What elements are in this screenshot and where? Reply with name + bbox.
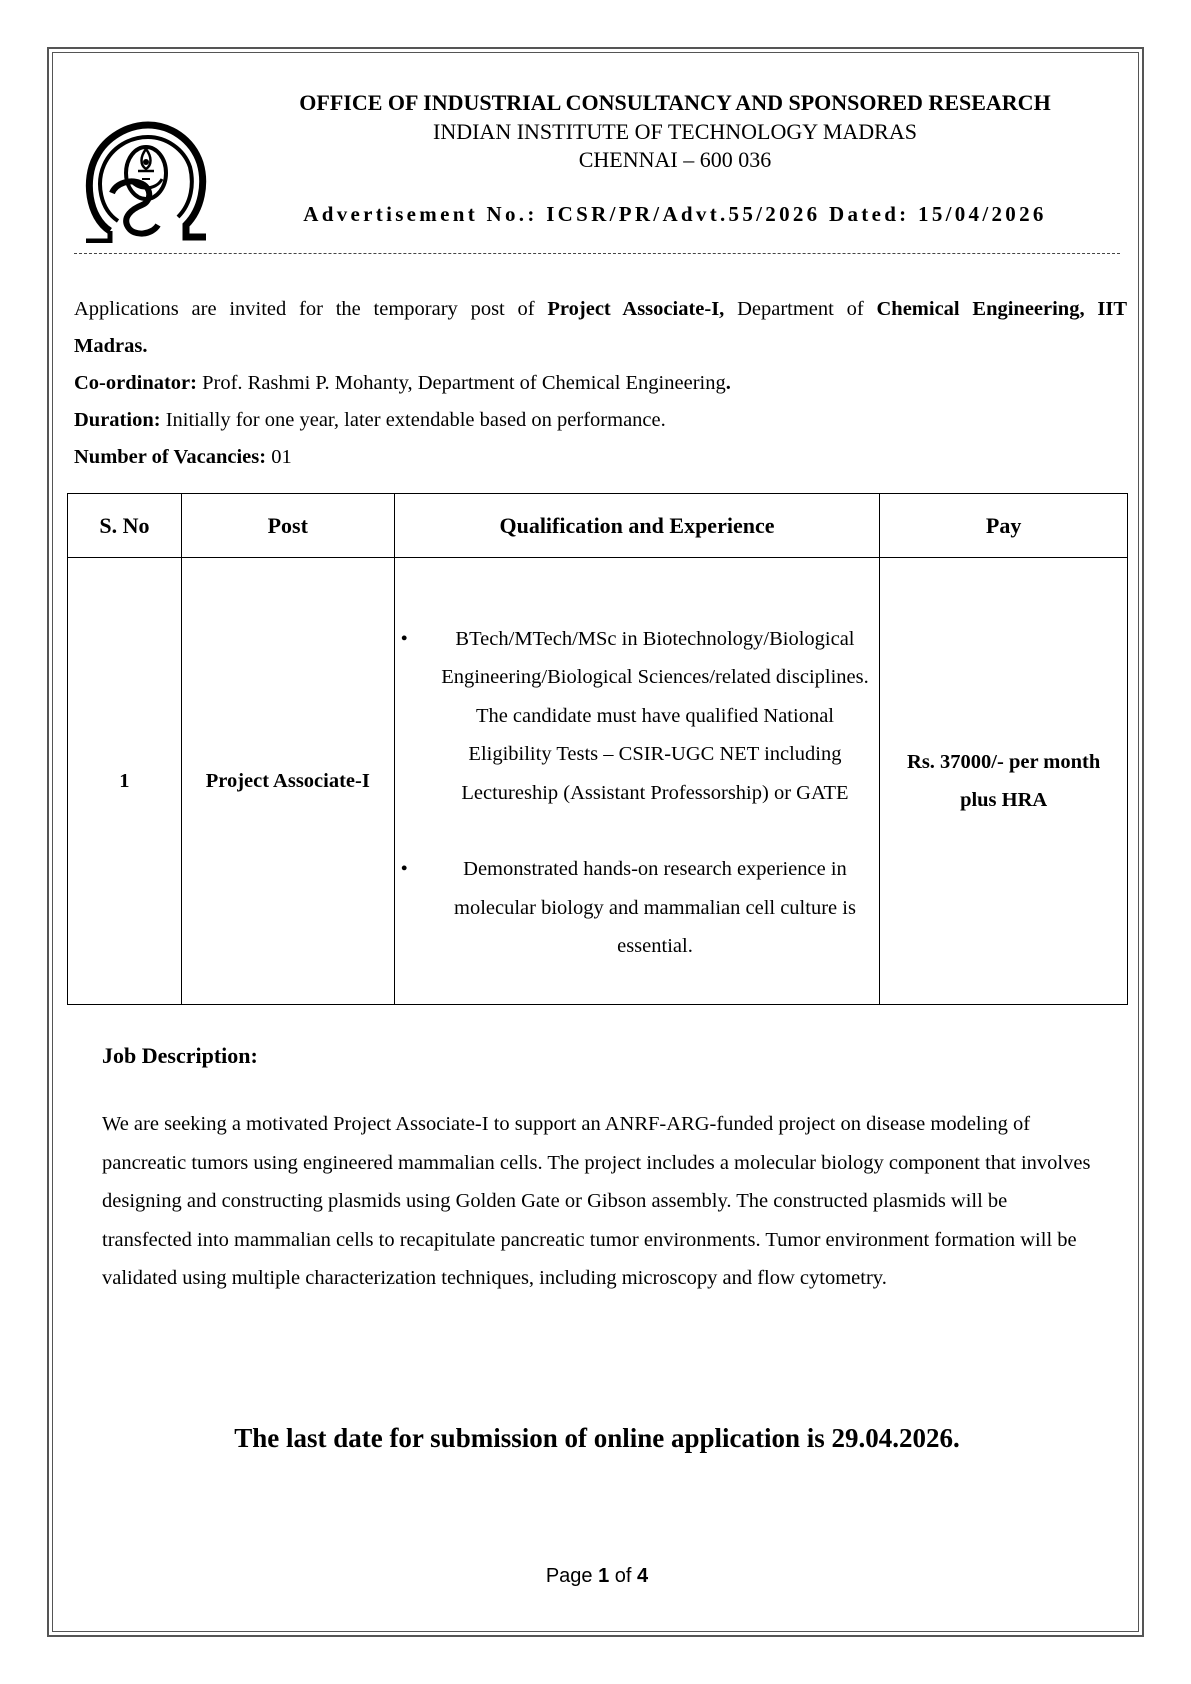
job-description-title: Job Description: <box>102 1043 258 1068</box>
page-current: 1 <box>598 1565 610 1587</box>
vacancies-line <box>74 439 1127 476</box>
qualification-list <box>395 620 880 966</box>
advertisement-number: Advertisement No.: ICSR/PR/Advt.55/2026 Dated: 15/04/2026 <box>303 202 1047 226</box>
header-divider <box>74 253 1120 254</box>
duration-value: Initially for one year, later extendable based on performance. <box>160 409 666 431</box>
bullet-icon: • <box>400 627 408 650</box>
coordinator-label: Co-ordinator: <box>74 372 197 394</box>
page-of: of <box>609 1565 638 1587</box>
table-row <box>68 558 1128 1005</box>
intro-post-name: Project Associate-I, <box>547 298 725 320</box>
duration-label: Duration: <box>74 409 161 431</box>
cell-post: Project Associate-I <box>181 558 394 1005</box>
pay-amount: Rs. 37000/- per month <box>907 751 1101 773</box>
intro-department: Chemical Engineering, IIT <box>876 298 1127 320</box>
intro-department-cont: Madras. <box>74 335 148 357</box>
intro-line <box>74 291 1127 328</box>
cell-pay <box>880 558 1128 1005</box>
cell-sno: 1 <box>68 558 182 1005</box>
page-total: 4 <box>637 1565 649 1587</box>
office-title: OFFICE OF INDUSTRIAL CONSULTANCY AND SPONSORED RESEARCH <box>299 90 1051 115</box>
deadline-notice: The last date for submission of online application is 29.04.2026. <box>234 1423 960 1453</box>
job-description-text: We are seeking a motivated Project Associate-I to support an ANRF-ARG-funded project on disease modeling of pancreatic tumors using engineered mammalian cells. The project includes a molecular biology component that involves designing and constructing plasmids using Golden Gate or Gibson assembly. The constructed plasmids will be transfected into mammalian cells to recapitulate pancreatic tumor environments. Tumor environment formation will be validated using multiple characterization techniques, including microscopy and flow cytometry. <box>102 1113 1091 1289</box>
vacancies-label: Number of Vacancies: <box>74 446 267 468</box>
intro-lead: Applications are invited for the temporary post of <box>74 298 548 320</box>
qualification-text: Demonstrated hands-on research experience in molecular biology and mammalian cell culture is essential. <box>454 858 856 957</box>
posts-table <box>67 493 1128 1005</box>
list-item <box>400 850 880 966</box>
col-header-post: Post <box>181 494 394 558</box>
page-number <box>74 1565 1120 1588</box>
qualification-text: BTech/MTech/MSc in Biotechnology/Biological Engineering/Biological Sciences/related disciplines. The candidate must have qualified National Eligibility Tests – CSIR-UGC NET including Lectureship (Assistant Professorship) or GATE <box>441 627 869 804</box>
pay-hra: plus HRA <box>960 789 1048 811</box>
col-header-pay: Pay <box>880 494 1128 558</box>
table-header-row <box>68 494 1128 558</box>
institute-name: INDIAN INSTITUTE OF TECHNOLOGY MADRAS <box>433 119 917 144</box>
bullet-icon: • <box>400 858 408 880</box>
col-header-qualification: Qualification and Experience <box>394 494 880 558</box>
intro-section <box>74 291 1127 476</box>
page-label: Page <box>545 1565 599 1587</box>
cell-qualification <box>394 558 880 1005</box>
duration-line <box>74 402 1127 439</box>
intro-lead-middle: Department of <box>724 298 877 320</box>
coordinator-line <box>74 365 1127 402</box>
ic-sr-logo-icon <box>82 113 210 243</box>
list-item <box>400 620 880 813</box>
vacancies-value: 01 <box>266 446 292 468</box>
institute-address: CHENNAI – 600 036 <box>578 147 772 172</box>
coordinator-value: Prof. Rashmi P. Mohanty, Department of Chemical Engineering <box>196 372 726 394</box>
col-header-sno: S. No <box>68 494 182 558</box>
coordinator-end: . <box>725 372 731 394</box>
